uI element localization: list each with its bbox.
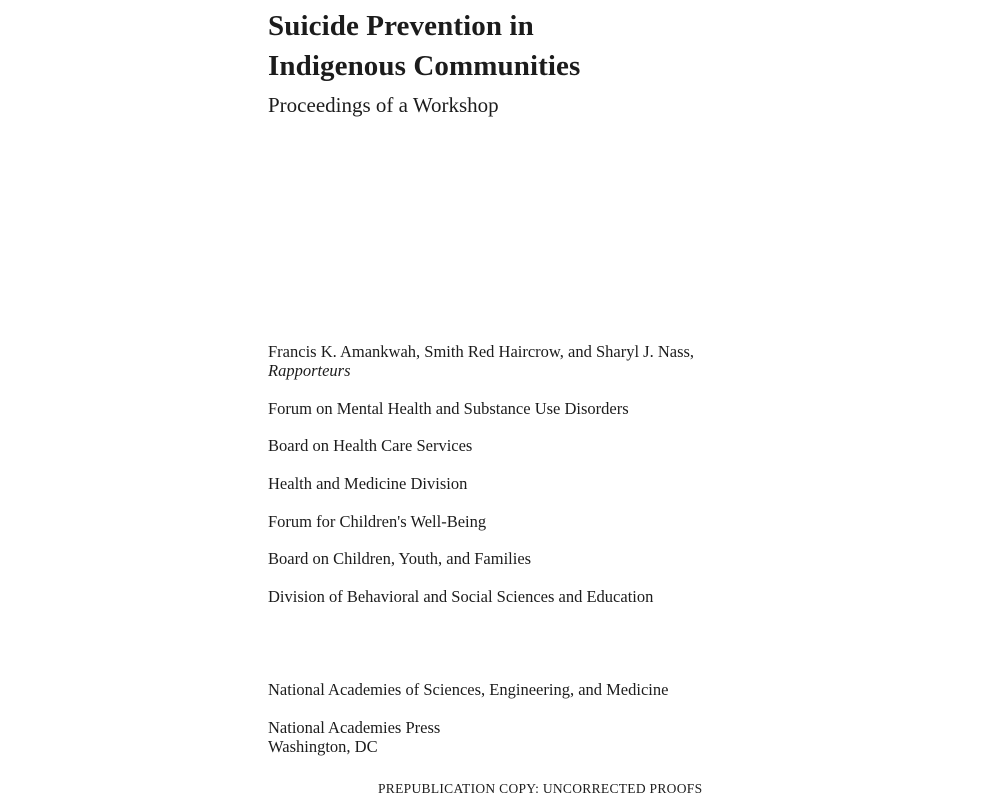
unit-item: Board on Children, Youth, and Families [268,549,532,568]
press-name: National Academies Press [268,718,441,737]
unit-item: Division of Behavioral and Social Sciences and Education [268,587,654,606]
rapporteurs-names: Francis K. Amankwah, Smith Red Haircrow, and Sharyl J. Nass, [268,342,695,361]
book-subtitle: Proceedings of a Workshop [268,93,499,117]
prepublication-notice: PREPUBLICATION COPY: UNCORRECTED PROOFS [378,781,703,796]
unit-item: Forum for Children's Well-Being [268,512,487,531]
unit-item: Forum on Mental Health and Substance Use Disorders [268,399,629,418]
title-line-1: Suicide Prevention in [268,10,534,42]
academies-name: National Academies of Sciences, Engineering, and Medicine [268,680,669,699]
press-location: Washington, DC [268,737,378,756]
book-title [268,6,948,86]
unit-item: Health and Medicine Division [268,474,468,493]
unit-item: Board on Health Care Services [268,436,473,455]
title-line-2: Indigenous Communities [268,50,581,82]
rapporteurs-role: Rapporteurs [268,361,351,380]
